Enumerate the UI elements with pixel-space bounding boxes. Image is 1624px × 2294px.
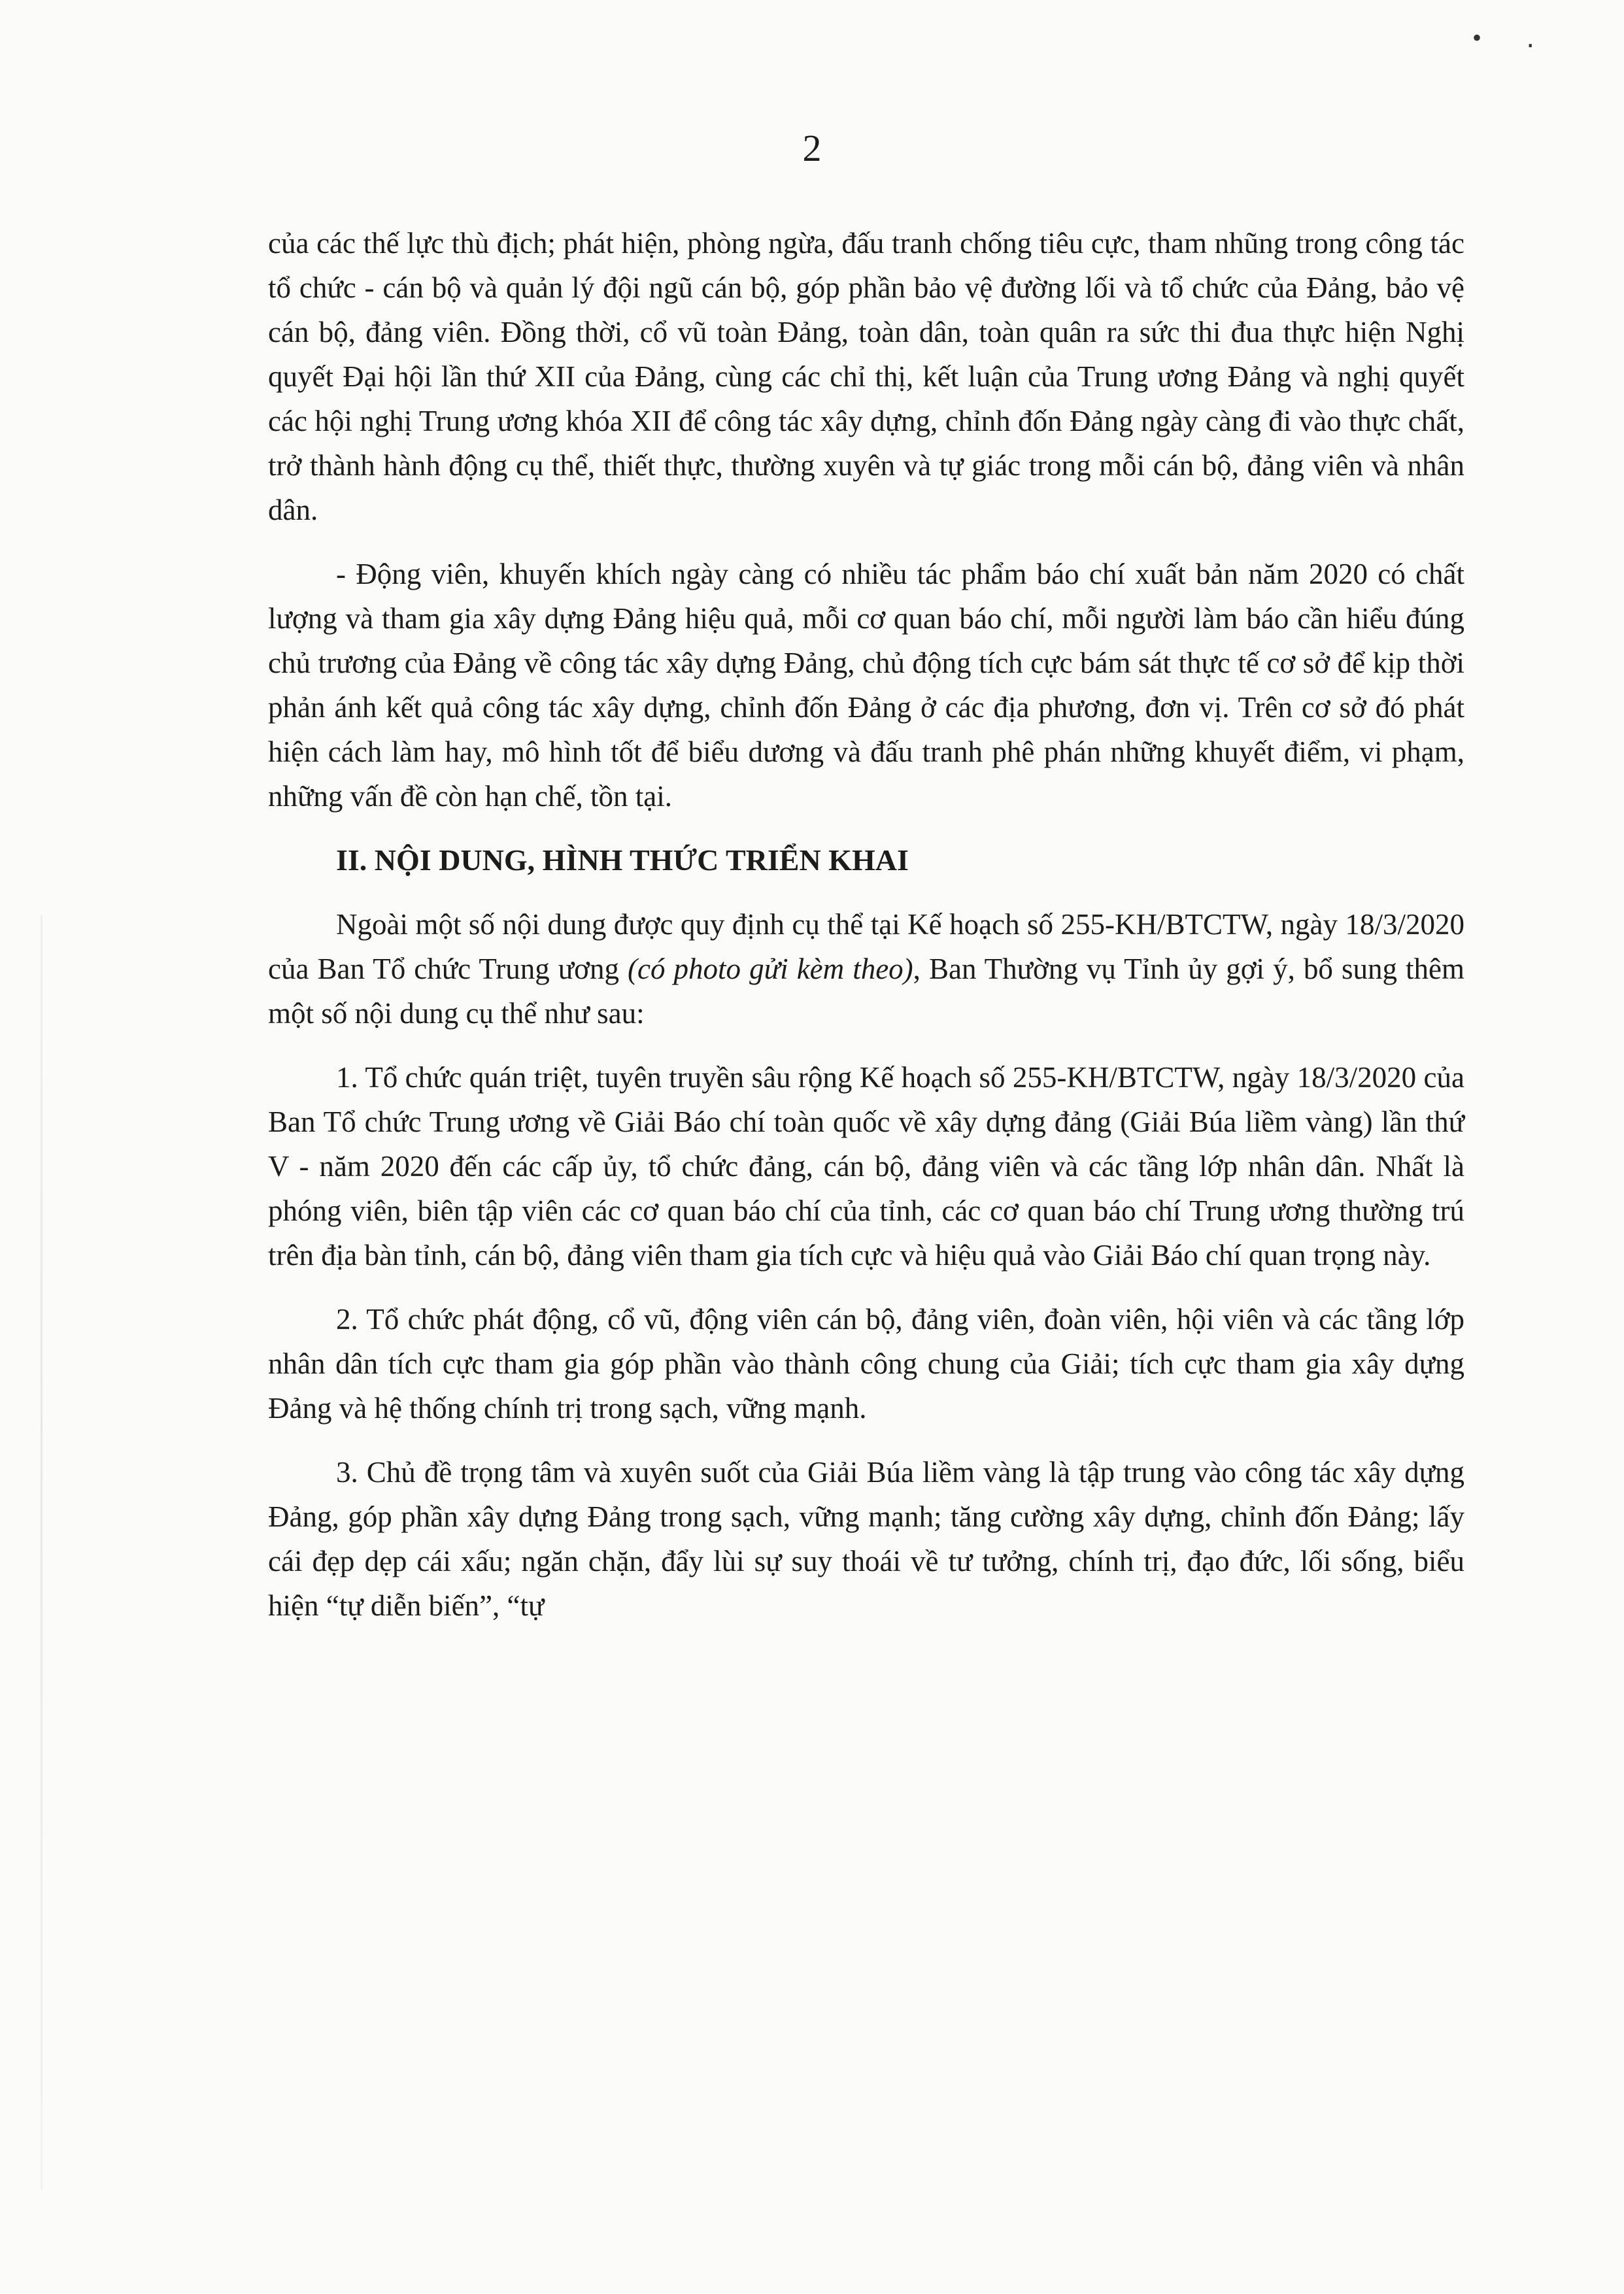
paragraph-ngoai-mot-so bbox=[268, 902, 1464, 1036]
paragraph-item-3: 3. Chủ đề trọng tâm và xuyên suốt của Giải Búa liềm vàng là tập trung vào công tác xây dựng Đảng, góp phần xây dựng Đảng trong sạch, vững mạnh; tăng cường xây dựng, chỉnh đốn Đảng; lấy cái đẹp dẹp cái xấu; ngăn chặn, đẩy lùi sự suy thoái về tư tưởng, chính trị, đạo đức, lối sống, biểu hiện “tự diễn biến”, “tự bbox=[268, 1456, 1464, 1622]
paragraph-continuation: của các thế lực thù địch; phát hiện, phòng ngừa, đấu tranh chống tiêu cực, tham nhũng trong công tác tổ chức - cán bộ và quản lý đội ngũ cán bộ, góp phần bảo vệ đường lối và tổ chức của Đảng, bảo vệ cán bộ, đảng viên. Đồng thời, cổ vũ toàn Đảng, toàn dân, toàn quân ra sức thi đua thực hiện Nghị quyết Đại hội lần thứ XII của Đảng, cùng các chỉ thị, kết luận của Trung ương Đảng và nghị quyết các hội nghị Trung ương khóa XII để công tác xây dựng, chỉnh đốn Đảng ngày càng đi vào thực chất, trở thành hành động cụ thể, thiết thực, thường xuyên và tự giác trong mỗi cán bộ, đảng viên và nhân dân. bbox=[268, 227, 1464, 526]
scan-speck: • bbox=[1472, 23, 1482, 52]
section-heading: II. NỘI DUNG, HÌNH THỨC TRIỂN KHAI bbox=[336, 843, 909, 877]
scan-speck: ٠ bbox=[1523, 29, 1538, 59]
italic-note: (có photo gửi kèm theo) bbox=[628, 953, 913, 985]
paragraph-text: Ngoài một số nội dung được quy định cụ thể tại Kế hoạch số 255-KH/BTCTW, ngày 18/3/2020 của Ban Tổ chức Trung ương bbox=[268, 908, 1464, 985]
document-body bbox=[268, 221, 1464, 1647]
paragraph-dong-vien: - Động viên, khuyến khích ngày càng có nhiều tác phẩm báo chí xuất bản năm 2020 có chất lượng và tham gia xây dựng Đảng hiệu quả, mỗi cơ quan báo chí, mỗi người làm báo cần hiểu đúng chủ trương của Đảng về công tác xây dựng Đảng, chủ động tích cực bám sát thực tế cơ sở để kịp thời phản ánh kết quả công tác xây dựng, chỉnh đốn Đảng ở các địa phương, đơn vị. Trên cơ sở đó phát hiện cách làm hay, mô hình tốt để biểu dương và đấu tranh phê phán những khuyết điểm, vi phạm, những vấn đề còn hạn chế, tồn tại. bbox=[268, 558, 1464, 813]
scan-edge-shadow bbox=[41, 915, 42, 2190]
paragraph-item-2: 2. Tổ chức phát động, cổ vũ, động viên cán bộ, đảng viên, đoàn viên, hội viên và các tầng lớp nhân dân tích cực tham gia góp phần vào thành công chung của Giải; tích cực tham gia xây dựng Đảng và hệ thống chính trị trong sạch, vững mạnh. bbox=[268, 1303, 1464, 1425]
paragraph-item-1: 1. Tổ chức quán triệt, tuyên truyền sâu rộng Kế hoạch số 255-KH/BTCTW, ngày 18/3/2020 của Ban Tổ chức Trung ương về Giải Báo chí toàn quốc về xây dựng đảng (Giải Búa liềm vàng) lần thứ V - năm 2020 đến các cấp ủy, tổ chức đảng, cán bộ, đảng viên và các tầng lớp nhân dân. Nhất là phóng viên, biên tập viên các cơ quan báo chí của tỉnh, các cơ quan báo chí Trung ương thường trú trên địa bàn tỉnh, cán bộ, đảng viên tham gia tích cực và hiệu quả vào Giải Báo chí quan trọng này. bbox=[268, 1061, 1464, 1272]
paragraph-text: , Ban Thường vụ Tỉnh ủy gợi ý, bổ sung thêm một số nội dung cụ thể như sau: bbox=[268, 953, 1464, 1030]
page-number: 2 bbox=[802, 127, 822, 169]
